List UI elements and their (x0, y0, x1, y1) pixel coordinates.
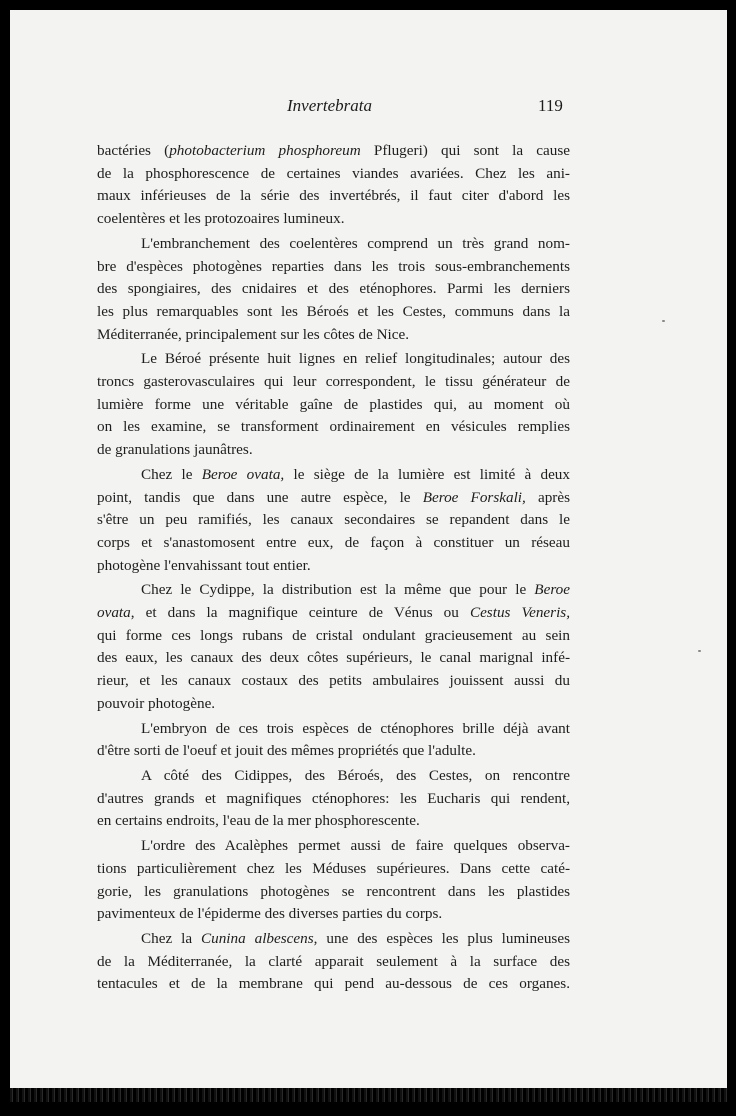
text-line: pavimenteux de l'épiderme des diverses parties du corps. (97, 905, 443, 923)
text-line: tions particulièrement chez les Méduses supérieures. Dans cette caté- (97, 859, 570, 877)
text-line: photogène l'envahissant tout entier. (97, 556, 311, 574)
text-line: bactéries (photobacterium phosphoreum Pflugeri) qui sont la cause (97, 142, 570, 159)
paragraph-first-line: L'embranchement des coelentères comprend un très grand nom- (141, 234, 570, 252)
running-header (10, 96, 727, 120)
text-line: troncs gasterovasculaires qui leur correspondent, le tissu générateur de (97, 373, 570, 391)
text-line: les plus remarquables sont les Béroés et les Cestes, communs dans la (97, 302, 570, 320)
text-line: de granulations jaunâtres. (97, 441, 253, 459)
text-line: maux inférieuses de la série des invertébrés, il faut citer d'abord les (97, 187, 570, 205)
text-line: qui forme ces longs rubans de cristal ondulant gracieusement au sein (97, 626, 570, 644)
text-line: gorie, les granulations photogènes se rencontrent dans les plastides (97, 882, 570, 900)
text-line: tentacules et de la membrane qui pend au-dessous de ces organes. (97, 975, 570, 993)
paragraph-first-line: A côté des Cidippes, des Béroés, des Cestes, on rencontre (141, 766, 570, 784)
paragraph-first-line: L'ordre des Acalèphes permet aussi de faire quelques observa- (141, 837, 570, 855)
text-line: lumière forme une véritable gaîne de plastides qui, au moment où (97, 395, 570, 413)
text-line: point, tandis que dans une autre espèce, le Beroe Forskali, après (97, 488, 570, 506)
book-page (10, 10, 727, 1105)
paragraph-first-line: Le Béroé présente huit lignes en relief longitudinales; autour des (141, 350, 570, 368)
text-line: de la phosphorescence de certaines viandes avariées. Chez les ani- (97, 164, 570, 182)
text-line: des eaux, les canaux des deux côtes supérieurs, le canal marignal infé- (97, 649, 570, 667)
text-line: d'être sorti de l'oeuf et jouit des mêmes propriétés que l'adulte. (97, 742, 476, 760)
running-title: Invertebrata (287, 96, 372, 115)
text-line: en certains endroits, l'eau de la mer phosphorescente. (97, 812, 420, 830)
text-line: d'autres grands et magnifiques cténophores: les Eucharis qui rendent, (97, 789, 570, 807)
text-line: s'être un peu ramifiés, les canaux secondaires se repandent dans le (97, 511, 570, 529)
paragraph-first-line: Chez le Cydippe, la distribution est la même que pour le Beroe (141, 581, 570, 599)
text-line: bre d'espèces photogènes reparties dans les trois sous-embranchements (97, 257, 570, 275)
text-line: rieur, et les canaux costaux des petits ambulaires jouissent aussi du (97, 672, 570, 690)
text-line: coelentères et les protozoaires lumineux. (97, 210, 345, 228)
paragraph-first-line: Chez la Cunina albescens, une des espèces les plus lumineuses (141, 929, 570, 947)
page-bottom-edge (10, 1088, 727, 1102)
paper-speck (698, 650, 701, 652)
text-line: pouvoir photogène. (97, 694, 216, 712)
text-line: Méditerranée, principalement sur les côtes de Nice. (97, 325, 410, 343)
page-number: 119 (538, 96, 563, 115)
body-text (97, 140, 570, 996)
text-line: de la Méditerranée, la clarté apparait seulement à la surface des (97, 952, 570, 970)
text-line: ovata, et dans la magnifique ceinture de Vénus ou Cestus Veneris, (97, 604, 571, 622)
paper-speck (662, 320, 665, 322)
text-line: on les examine, se transforment ordinairement en vésicules remplies (97, 418, 570, 436)
text-line: des spongiaires, des cnidaires et des eténophores. Parmi les derniers (97, 280, 570, 298)
text-line: corps et s'anastomosent entre eux, de façon à constituer un réseau (97, 533, 570, 551)
paragraph-first-line: L'embryon de ces trois espèces de cténophores brille déjà avant (141, 719, 570, 737)
paragraph-first-line: Chez le Beroe ovata, le siège de la lumière est limité à deux (141, 465, 570, 483)
